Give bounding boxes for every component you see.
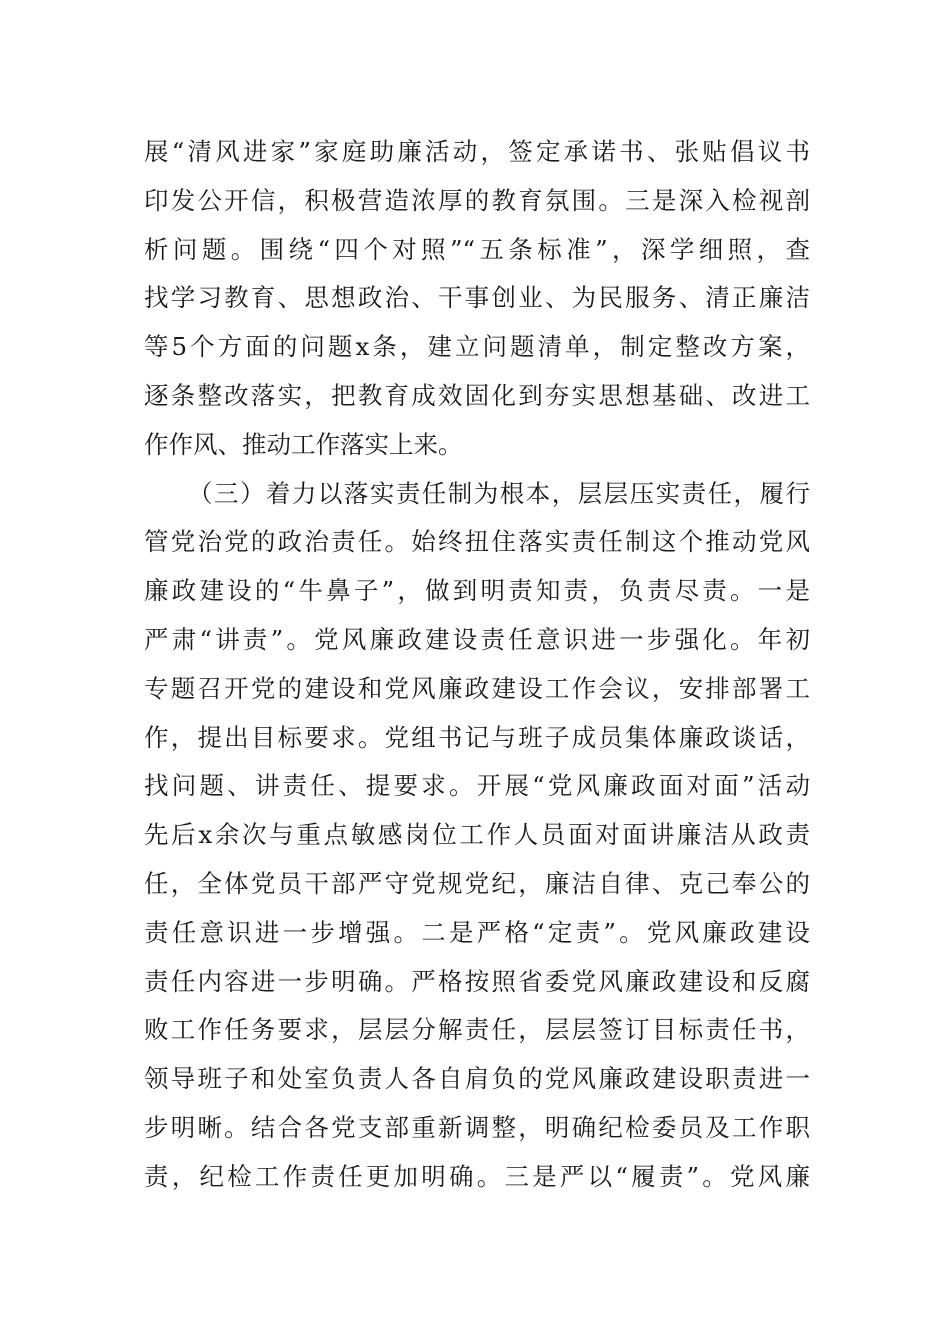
- body-text: [144, 128, 810, 1202]
- text-line: 等5个方面的问题x条，建立问题清单，制定整改方案，: [144, 332, 810, 362]
- text-line: 责任意识进一步增强。二是严格“定责”。党风廉政建设: [144, 917, 810, 947]
- text-line: 领导班子和处室负责人各自肩负的党风廉政建设职责进一: [144, 1064, 810, 1094]
- text-line: 找学习教育、思想政治、干事创业、为民服务、清正廉洁: [144, 283, 810, 313]
- text-line: 严肃“讲责”。党风廉政建设责任意识进一步强化。年初: [144, 624, 810, 654]
- text-line: 专题召开党的建设和党风廉政建设工作会议，安排部署工: [144, 673, 810, 703]
- text-line: 任，全体党员干部严守党规党纪，廉洁自律、克己奉公的: [144, 868, 810, 898]
- text-line: 作，提出目标要求。党组书记与班子成员集体廉政谈话，: [144, 722, 810, 752]
- text-line: 步明晰。结合各党支部重新调整，明确纪检委员及工作职: [144, 1112, 810, 1142]
- text-line: 先后x余次与重点敏感岗位工作人员面对面讲廉洁从政责: [144, 820, 810, 850]
- text-line: 找问题、讲责任、提要求。开展“党风廉政面对面”活动: [144, 771, 810, 801]
- paragraph-start-line: （三）着力以落实责任制为根本，层层压实责任，履行: [188, 478, 810, 508]
- text-line: 廉政建设的“牛鼻子”，做到明责知责，负责尽责。一是: [144, 576, 810, 606]
- text-line: 展“清风进家”家庭助廉活动，签定承诺书、张贴倡议书: [144, 137, 810, 166]
- text-line: 逐条整改落实，把教育成效固化到夯实思想基础、改进工: [144, 380, 810, 410]
- text-line: 作作风、推动工作落实上来。: [144, 429, 463, 459]
- text-line: 败工作任务要求，层层分解责任，层层签订目标责任书，: [144, 1015, 810, 1045]
- text-line: 析问题。围绕“四个对照”“五条标准”，深学细照，查: [144, 234, 810, 264]
- text-line: 管党治党的政治责任。始终扭住落实责任制这个推动党风: [144, 527, 810, 557]
- text-line: 责，纪检工作责任更加明确。三是严以“履责”。党风廉: [144, 1161, 810, 1191]
- text-line: 责任内容进一步明确。严格按照省委党风廉政建设和反腐: [144, 966, 810, 996]
- text-line: 印发公开信，积极营造浓厚的教育氛围。三是深入检视剖: [144, 185, 810, 215]
